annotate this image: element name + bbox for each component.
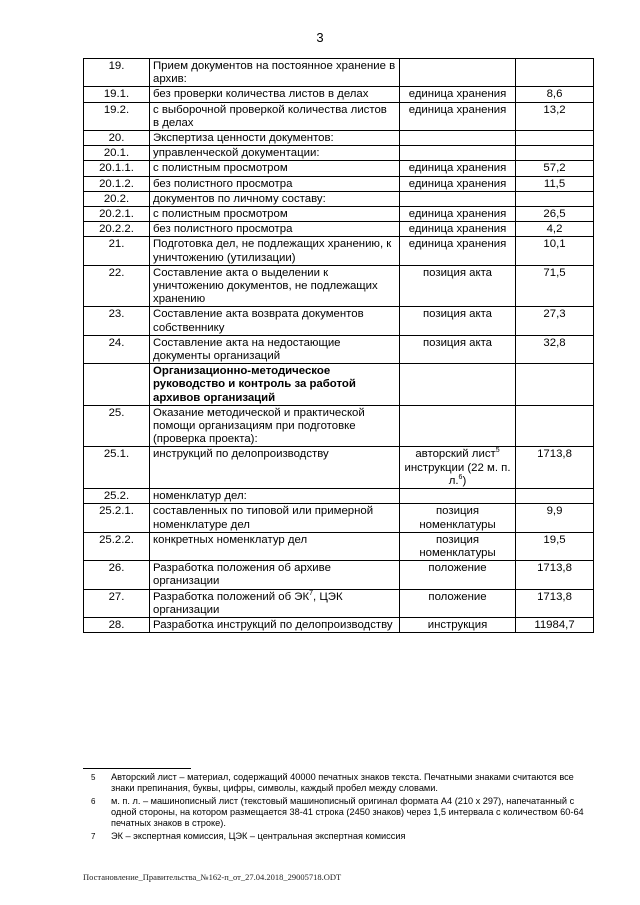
row-unit	[400, 191, 516, 206]
row-unit: положение	[400, 561, 516, 589]
row-number: 26.	[84, 561, 150, 589]
row-unit: положение	[400, 589, 516, 617]
row-value	[516, 131, 594, 146]
row-value: 11984,7	[516, 617, 594, 632]
row-number: 24.	[84, 335, 150, 363]
row-name: Экспертиза ценности документов:	[150, 131, 400, 146]
row-name: Прием документов на постоянное хранение в архив:	[150, 59, 400, 87]
row-number: 19.	[84, 59, 150, 87]
row-number: 20.2.2.	[84, 222, 150, 237]
row-value	[516, 146, 594, 161]
table-row	[84, 307, 594, 335]
row-number: 21.	[84, 237, 150, 265]
footnote-text: м. п. л. – машинописный лист (текстовый машинописный оригинал формата А4 (210 х 297), напечатанный с одной стороны, на котором размещается 38-41 строка (2450 знаков) через 1,5 интервала с количеством 60-64 печатных знаков в строке).	[111, 796, 584, 828]
row-number: 23.	[84, 307, 150, 335]
row-name: с выборочной проверкой количества листов в делах	[150, 102, 400, 130]
row-value: 11,5	[516, 176, 594, 191]
table-row	[84, 447, 594, 489]
table-row	[84, 335, 594, 363]
table-row	[84, 405, 594, 447]
row-unit: позиция номенклатуры	[400, 504, 516, 532]
table-row	[84, 207, 594, 222]
row-number: 25.1.	[84, 447, 150, 489]
row-unit: единица хранения	[400, 222, 516, 237]
table-row	[84, 176, 594, 191]
row-unit: позиция акта	[400, 307, 516, 335]
row-number: 25.2.2.	[84, 532, 150, 560]
row-unit	[400, 59, 516, 87]
row-name: Разработка положений об $ЭК^7$, ЦЭК организации	[150, 589, 400, 617]
page-number: 3	[316, 30, 324, 45]
table-row	[84, 589, 594, 617]
row-name: без проверки количества листов в делах	[150, 87, 400, 102]
row-unit	[400, 146, 516, 161]
row-value: 26,5	[516, 207, 594, 222]
footnote-mark: 7	[91, 832, 96, 841]
footnote	[83, 772, 598, 794]
row-unit: единица хранения	[400, 207, 516, 222]
row-name: Составление акта о выделении к уничтожению документов, не подлежащих хранению	[150, 265, 400, 307]
row-number: 20.	[84, 131, 150, 146]
table-row	[84, 87, 594, 102]
footnote	[83, 831, 598, 842]
footnote-separator	[83, 768, 191, 769]
table-row	[84, 265, 594, 307]
row-number: 27.	[84, 589, 150, 617]
footnote-text: ЭК – экспертная комиссия, ЦЭК – центральная экспертная комиссия	[111, 831, 406, 841]
row-value: 13,2	[516, 102, 594, 130]
footnotes	[83, 772, 598, 844]
row-value: 19,5	[516, 532, 594, 560]
table-row	[84, 222, 594, 237]
table-row	[84, 191, 594, 206]
row-unit	[400, 489, 516, 504]
table-row	[84, 237, 594, 265]
row-value: 27,3	[516, 307, 594, 335]
row-unit: позиция номенклатуры	[400, 532, 516, 560]
row-value: 1713,8	[516, 447, 594, 489]
footnote-mark: 5	[91, 773, 96, 782]
row-number: 20.1.2.	[84, 176, 150, 191]
tariff-table	[83, 58, 594, 633]
row-name: Подготовка дел, не подлежащих хранению, к уничтожению (утилизации)	[150, 237, 400, 265]
row-name: составленных по типовой или примерной номенклатуре дел	[150, 504, 400, 532]
footnote-mark: 6	[91, 797, 96, 806]
row-unit: единица хранения	[400, 161, 516, 176]
row-name: Организационно-методическое руководство и контроль за работой архивов организаций	[150, 364, 400, 406]
row-value: 57,2	[516, 161, 594, 176]
row-name: номенклатур дел:	[150, 489, 400, 504]
row-unit	[400, 131, 516, 146]
table-row	[84, 617, 594, 632]
row-number: 28.	[84, 617, 150, 632]
row-value: 71,5	[516, 265, 594, 307]
document-footer: Постановление_Правительства_№162-п_от_27.04.2018_29005718.ODT	[83, 872, 342, 882]
section-header-row	[84, 364, 594, 406]
table-row	[84, 532, 594, 560]
table-row	[84, 102, 594, 130]
row-name: управленческой документации:	[150, 146, 400, 161]
row-number: 20.2.1.	[84, 207, 150, 222]
row-value: 10,1	[516, 237, 594, 265]
row-value: 32,8	[516, 335, 594, 363]
row-unit: единица хранения	[400, 102, 516, 130]
row-value: 1713,8	[516, 589, 594, 617]
row-name: Составление акта на недостающие документы организаций	[150, 335, 400, 363]
row-unit: позиция акта	[400, 335, 516, 363]
row-unit: позиция акта	[400, 265, 516, 307]
row-name: с полистным просмотром	[150, 207, 400, 222]
row-name: документов по личному составу:	[150, 191, 400, 206]
row-number: 25.	[84, 405, 150, 447]
row-number: 19.2.	[84, 102, 150, 130]
row-value	[516, 489, 594, 504]
table-row	[84, 489, 594, 504]
row-number: 20.1.1.	[84, 161, 150, 176]
row-name: Разработка положения об архиве организации	[150, 561, 400, 589]
row-name: Составление акта возврата документов собственнику	[150, 307, 400, 335]
row-unit: единица хранения	[400, 176, 516, 191]
row-value	[516, 405, 594, 447]
row-unit	[400, 405, 516, 447]
table-row	[84, 146, 594, 161]
row-number: 19.1.	[84, 87, 150, 102]
row-number: 25.2.	[84, 489, 150, 504]
row-unit: авторский лист$^5$ инструкции (22 м. п. л.$^6$)	[400, 447, 516, 489]
table-row	[84, 161, 594, 176]
row-unit	[400, 364, 516, 406]
row-name: с полистным просмотром	[150, 161, 400, 176]
row-number	[84, 364, 150, 406]
footnote-text: Авторский лист – материал, содержащий 40000 печатных знаков текста. Печатными знаками считаются все знаки препинания, буквы, цифры, символы, каждый пробел между словами.	[111, 772, 574, 793]
footnote	[83, 796, 598, 829]
row-number: 22.	[84, 265, 150, 307]
row-value	[516, 191, 594, 206]
table-row	[84, 131, 594, 146]
row-value: 4,2	[516, 222, 594, 237]
row-number: 25.2.1.	[84, 504, 150, 532]
table-row	[84, 504, 594, 532]
table-row	[84, 561, 594, 589]
row-unit: единица хранения	[400, 87, 516, 102]
row-name: инструкций по делопроизводству	[150, 447, 400, 489]
row-number: 20.1.	[84, 146, 150, 161]
row-unit: инструкция	[400, 617, 516, 632]
row-name: без полистного просмотра	[150, 222, 400, 237]
row-name: Разработка инструкций по делопроизводству	[150, 617, 400, 632]
row-value	[516, 59, 594, 87]
row-value	[516, 364, 594, 406]
row-value: 1713,8	[516, 561, 594, 589]
row-name: без полистного просмотра	[150, 176, 400, 191]
row-name: Оказание методической и практической помощи организациям при подготовке (проверка проекта):	[150, 405, 400, 447]
row-value: 9,9	[516, 504, 594, 532]
row-number: 20.2.	[84, 191, 150, 206]
table-row	[84, 59, 594, 87]
row-unit: единица хранения	[400, 237, 516, 265]
row-value: 8,6	[516, 87, 594, 102]
row-name: конкретных номенклатур дел	[150, 532, 400, 560]
